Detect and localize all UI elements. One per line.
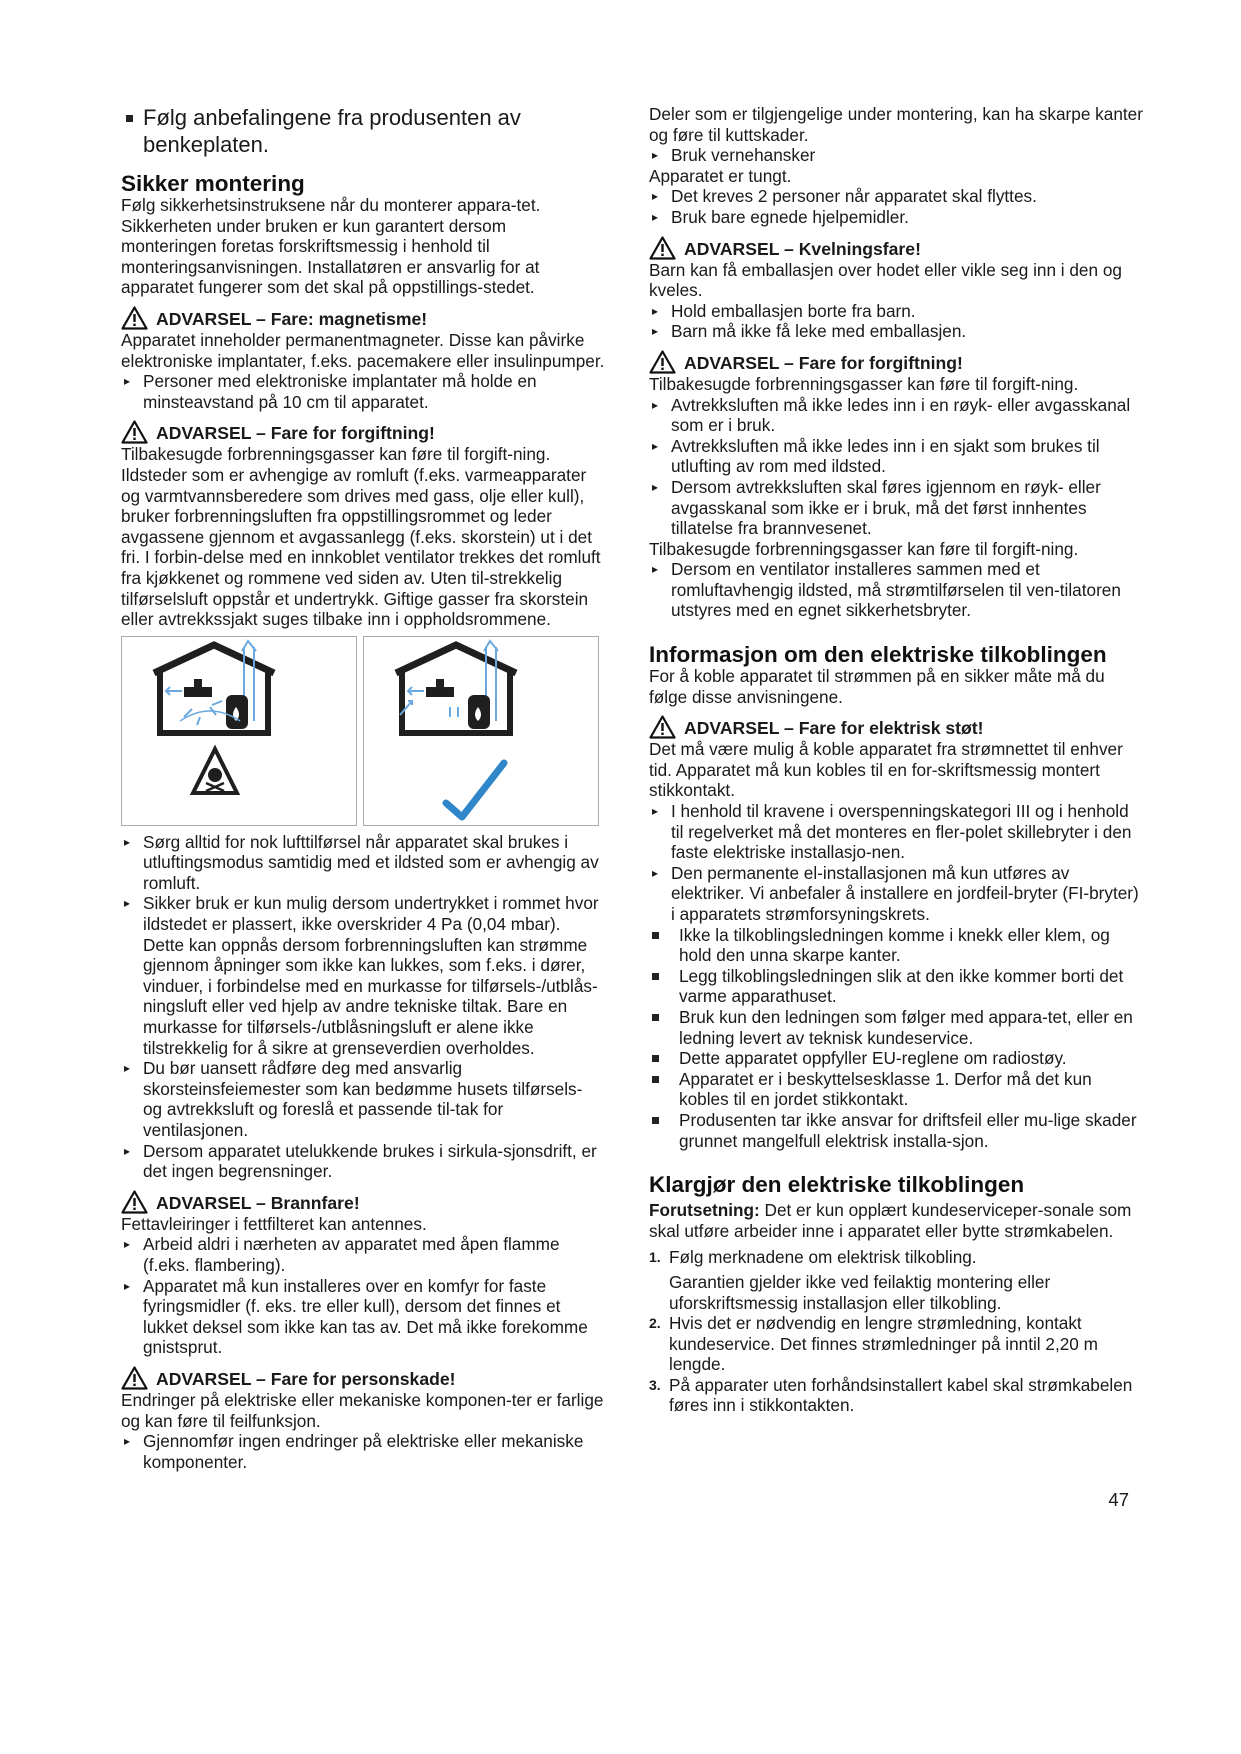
warning-magnet-list <box>121 371 605 412</box>
list-item: ▸ Det kreves 2 personer når apparatet skal flyttes. <box>649 186 1145 207</box>
heavy-text: Apparatet er tungt. <box>649 165 792 186</box>
safe-mount-p2: Sikkerheten under bruken er kun garantert dersom monteringen foretas forskriftsmessig i henhold til monteringsanvisningen. Installatøren er ansvarlig for at apparatet fungerer som det skal på oppstillings-stedet. <box>121 215 540 298</box>
warning-magnet-body: Apparatet inneholder permanentmagneter. Disse kan påvirke elektroniske implantater, f.eks. pacemakere eller insulinpumper. <box>121 329 605 371</box>
prerequisite-label: Forutsetning: <box>649 1200 760 1221</box>
step-number: 2. <box>649 1315 661 1332</box>
list-item: Ikke la tilkoblingsledningen komme i knekk eller klem, og hold den unna skarpe kanter. <box>649 925 1145 966</box>
warning-fire-body: Fettavleiringer i fettfilteret kan antennes. <box>121 1213 427 1234</box>
list-item: ▸ Sikker bruk er kun mulig dersom undertrykket i rommet hvor ildstedet er plassert, ikke overskrider 4 Pa (0,04 mbar). Dette kan oppnås dersom forbrenningsluften kan strømme gjennom åpninger som ikke kan lukkes, som f.eks. i dører, vinduer, i forbindelse med en murkasse for tilførsels-/utblås-ningsluft eller ved hjelp av andre tekniske tiltak. Bare en murkasse for tilførsels-/utblåsningsluft er alene ikke tilstrekkelig for å sikre at grenseverdien overholdes. <box>121 893 605 1058</box>
list-item: Legg tilkoblingsledningen slik at den ikke kommer borti det varme apparathuset. <box>649 966 1145 1007</box>
warning-fire-title: ADVARSEL – Brannfare! <box>121 1190 605 1214</box>
warning-poison2-title: ADVARSEL – Fare for forgiftning! <box>649 350 1145 374</box>
warning-suffocation-title: ADVARSEL – Kvelningsfare! <box>649 236 1145 260</box>
list-item: ▸ Hold emballasjen borte fra barn. <box>649 301 1145 322</box>
warning-injury-list <box>121 1431 605 1472</box>
list-item: ▸ Avtrekksluften må ikke ledes inn i en sjakt som brukes til utlufting av rom med ildsted. <box>649 436 1145 477</box>
right-column <box>649 104 1145 1416</box>
list-item: ▸ Personer med elektroniske implantater må holde en minsteavstand på 10 cm til apparatet. <box>121 371 605 412</box>
warning-suffocation-body: Barn kan få emballasjen over hodet eller vikle seg inn i den og kveles. <box>649 259 1122 301</box>
list-item: Dette apparatet oppfyller EU-reglene om radiostøy. <box>649 1048 1145 1069</box>
list-item: ▸ Bruk vernehansker <box>649 145 1145 166</box>
warning-icon <box>121 1190 148 1214</box>
heavy-list <box>649 186 1145 227</box>
list-item: Apparatet er i beskyttelsesklasse 1. Derfor må det kun kobles til en jordet stikkontakt. <box>649 1069 1145 1110</box>
list-item: ▸ Dersom apparatet utelukkende brukes i sirkula-sjonsdrift, er det ingen begrensninger. <box>121 1141 605 1182</box>
list-item: ▸ Dersom avtrekksluften skal føres igjennom en røyk- eller avgasskanal som ikke er i bruk, må det først innhentes tillatelse fra brannvesenet. <box>649 477 1145 539</box>
list-item: ▸ Gjennomfør ingen endringer på elektriske eller mekaniske komponenter. <box>121 1431 605 1472</box>
sharp-edges-list <box>649 145 1145 166</box>
warning-poison2-body: Tilbakesugde forbrenningsgasser kan føre til forgift-ning. <box>649 373 1079 394</box>
list-item: ▸ Bruk bare egnede hjelpemidler. <box>649 207 1145 228</box>
ventilation-list <box>121 832 605 1182</box>
list-item: ▸ Arbeid aldri i nærheten av apparatet med åpen flamme (f.eks. flambering). <box>121 1234 605 1275</box>
step-text: Følg merknadene om elektrisk tilkobling. <box>669 1247 977 1268</box>
safe-mount-heading: Sikker montering <box>121 171 305 196</box>
figure-safe-panel <box>363 636 599 826</box>
warning-icon <box>649 236 676 260</box>
warning-poison2-body2: Tilbakesugde forbrenningsgasser kan føre til forgift-ning. <box>649 538 1079 559</box>
step-item <box>649 1313 1145 1375</box>
prerequisite <box>649 1200 1145 1241</box>
step-item <box>649 1375 1145 1416</box>
step-number: 1. <box>649 1249 661 1266</box>
prepare-heading: Klargjør den elektriske tilkoblingen <box>649 1172 1025 1198</box>
prerequisite-text: Det er kun opplært kundeserviceper-sonale som skal utføre arbeider inne i apparatet eller bytte strømkabelen. <box>649 1200 1132 1241</box>
step-item <box>649 1247 1145 1313</box>
electrical-info-heading: Informasjon om den elektriske tilkoblingen <box>649 642 1107 668</box>
warning-suffocation-list <box>649 301 1145 342</box>
list-item: ▸ Avtrekksluften må ikke ledes inn i en røyk- eller avgasskanal som er i bruk. <box>649 395 1145 436</box>
list-item: ▸ Sørg alltid for nok lufttilførsel når apparatet skal brukes i utluftingsmodus samtidig med et ildsted som er avhengig av romluft. <box>121 832 605 894</box>
warning-injury-body: Endringer på elektriske eller mekaniske komponen-ter er farlige og kan føre til feilfunksjon. <box>121 1389 604 1431</box>
warning-poison2-list2 <box>649 559 1145 621</box>
safe-mount-p1: Følg sikkerhetsinstruksene når du monterer appara-tet. <box>121 195 541 215</box>
warning-poison-body: Tilbakesugde forbrenningsgasser kan føre til forgift-ning. Ildsteder som er avhengige av romluft (f.eks. varmeapparater og varmtvannsberedere som drives med gass, olje eller kull), bruker forbrenningsluften fra oppstillingsrommet og leder avgassene gjennom et avgassanlegg (f.eks. skorstein) ut i det fri. I forbin-delse med en innkoblet ventilator trekkes det romluft fra kjøkkenet og rommene ved siden av. Uten til-strekkelig tilførselsluft oppstår et undertrykk. Giftige gasser fra skorstein eller avtrekkssjakt suges tilbake inn i oppholdsrommene. <box>121 444 601 630</box>
electrical-info-body: For å koble apparatet til strømmen på en sikker måte må du følge disse anvisningene. <box>649 666 1105 707</box>
intro-bullet: Følg anbefalingene fra produsenten av benkeplaten. <box>121 104 605 158</box>
warning-poison2-list <box>649 395 1145 539</box>
warning-shock-list <box>649 801 1145 925</box>
warning-shock-body: Det må være mulig å koble apparatet fra strømnettet til enhver tid. Apparatet må kun kobles til en for-skriftsmessig montert stikkontakt. <box>649 739 1123 801</box>
list-item: ▸ Apparatet må kun installeres over en komfyr for faste fyringsmidler (f. eks. tre eller kull), dersom det finnes et lukket deksel som ikke kan tas av. Det må ikke forekomme gnistsprut. <box>121 1276 605 1358</box>
warning-magnet-title: ADVARSEL – Fare: magnetisme! <box>121 306 605 330</box>
list-item: ▸ Barn må ikke få leke med emballasjen. <box>649 321 1145 342</box>
house-safe-illustration <box>364 637 597 824</box>
warning-poison-title: ADVARSEL – Fare for forgiftning! <box>121 420 605 444</box>
prepare-steps <box>649 1247 1145 1416</box>
step-number: 3. <box>649 1376 661 1393</box>
figure-unsafe-panel <box>121 636 357 826</box>
list-item: ▸ I henhold til kravene i overspenningskategori III og i henhold til regelverket må det monteres en fler-polet skillebryter i den faste elektriske installasjo-nen. <box>649 801 1145 863</box>
list-item: Bruk kun den ledningen som følger med appara-tet, eller en ledning levert av teknisk kundeservice. <box>649 1007 1145 1048</box>
list-item: ▸ Dersom en ventilator installeres sammen med et romluftavhengig ildsted, må strømtilførselen til ven-tilatoren utstyres med en egnet sikkerhetsbryter. <box>649 559 1145 621</box>
warning-shock-title: ADVARSEL – Fare for elektrisk støt! <box>649 715 1145 739</box>
page-number: 47 <box>1108 1489 1129 1510</box>
step-text: Hvis det er nødvendig en lengre strømledning, kontakt kundeservice. Det finnes strømledninger på inntil 2,20 m lengde. <box>669 1313 1098 1375</box>
list-item: Produsenten tar ikke ansvar for driftsfeil eller mu-lige skader grunnet mangelfull elektrisk installa-sjon. <box>649 1110 1145 1151</box>
warning-icon <box>121 1366 148 1390</box>
warning-icon <box>649 350 676 374</box>
left-column <box>121 104 605 1472</box>
step-note: Garantien gjelder ikke ved feilaktig montering eller uforskriftsmessig installasjon eller tilkobling. <box>669 1271 1051 1313</box>
warning-icon <box>649 715 676 739</box>
ventilation-figure <box>121 636 605 826</box>
sharp-edges-text: Deler som er tilgjengelige under montering, kan ha skarpe kanter og føre til kuttskader. <box>649 104 1143 145</box>
warning-injury-title: ADVARSEL – Fare for personskade! <box>121 1366 605 1390</box>
house-unsafe-illustration <box>122 637 355 824</box>
warning-icon <box>121 420 148 444</box>
step-text: På apparater uten forhåndsinstallert kabel skal strømkabelen føres inn i stikkontakten. <box>669 1374 1133 1416</box>
list-item: ▸ Den permanente el-installasjonen må kun utføres av elektriker. Vi anbefaler å installere en jordfeil-bryter (FI-bryter) i apparatets strømforsyningskrets. <box>649 863 1145 925</box>
list-item: ▸ Du bør uansett rådføre deg med ansvarlig skorsteinsfeiemester som kan bedømme husets tilførsels- og avtrekksluft og foreslå et passende til-tak for ventilasjonen. <box>121 1058 605 1140</box>
warning-icon <box>121 306 148 330</box>
cable-rules-list <box>649 925 1145 1152</box>
warning-fire-list <box>121 1234 605 1358</box>
